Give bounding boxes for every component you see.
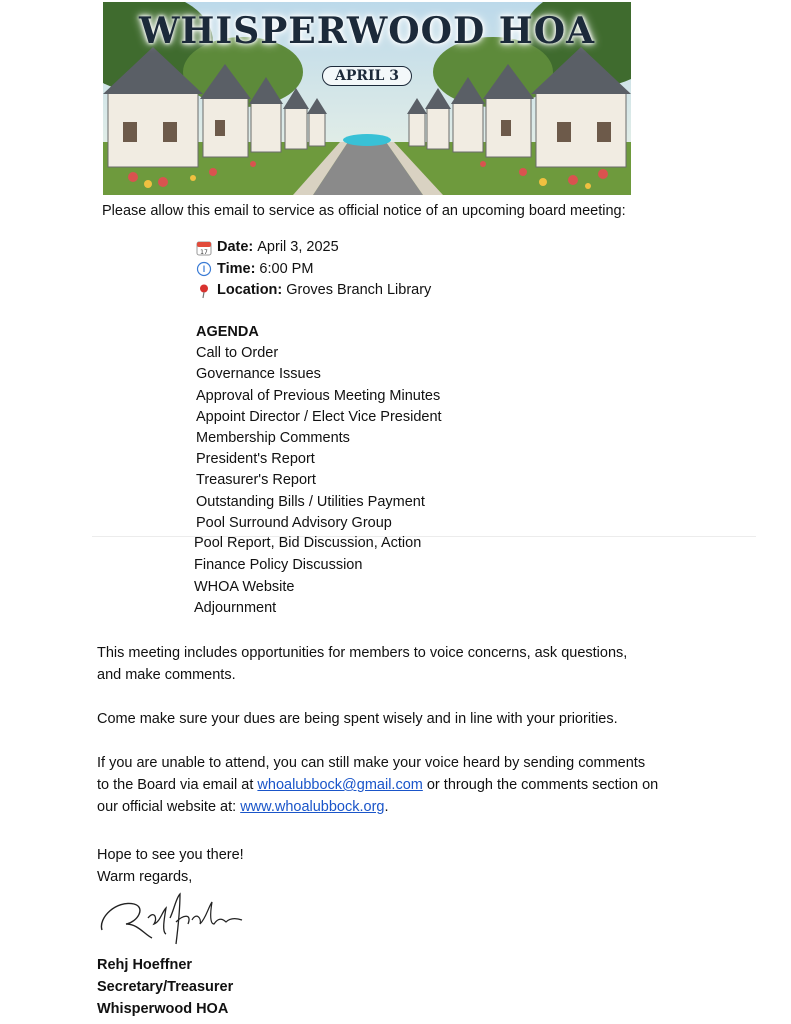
clock-icon [196,261,212,277]
banner-title: WHISPERWOOD HOA [138,10,596,52]
opportunities-paragraph: This meeting includes opportunities for members to voice concerns, ask questions, and make comments. [97,645,628,683]
website-link[interactable]: www.whoalubbock.org [240,799,385,815]
signer-name: Rehj Hoeffner [97,957,193,973]
banner-subtitle: APRIL 3 [103,68,631,84]
detail-time: Time: 6:00 PM [196,259,431,281]
agenda-item: Pool Surround Advisory Group [196,514,392,531]
agenda-heading: AGENDA [196,324,259,340]
agenda-item: Finance Policy Discussion [194,556,363,573]
agenda [196,322,442,534]
agenda-item: Membership Comments [196,430,350,447]
detail-location: Location: Groves Branch Library [196,280,431,302]
agenda-item: Approval of Previous Meeting Minutes [196,387,441,404]
intro-text: Please allow this email to service as official notice of an upcoming board meeting: [102,203,626,219]
agenda-item: Appoint Director / Elect Vice President [196,408,442,425]
signer-title: Secretary/Treasurer [97,979,234,995]
svg-text:17: 17 [200,248,208,256]
closing: Hope to see you there! Warm regards, [97,847,244,885]
agenda-item: President's Report [196,451,315,468]
agenda-item: Treasurer's Report [196,472,316,489]
dues-paragraph: Come make sure your dues are being spent wisely and in line with your priorities. [97,711,618,727]
agenda-item: Adjournment [194,600,277,617]
agenda-item: Outstanding Bills / Utilities Payment [196,493,425,510]
agenda-item: Governance Issues [196,366,321,383]
unable-paragraph: If you are unable to attend, you can still make your voice heard by sending comments to the Board via email at whoalubbock@gmail.com or through the comments section on our official website at: www.whoalubbock.org. [97,755,659,815]
header-banner-image [103,2,631,195]
detail-date: 17 Date: April 3, 2025 [196,237,431,259]
calendar-icon [196,240,212,256]
meeting-details [196,237,431,302]
agenda-item: WHOA Website [194,578,295,595]
agenda-item: Call to Order [196,345,279,362]
page-divider [92,536,756,537]
handwritten-signature [96,888,248,948]
email-link[interactable]: whoalubbock@gmail.com [257,777,423,793]
signer-org: Whisperwood HOA [97,1001,229,1017]
pin-icon [196,283,212,299]
agenda-item: Pool Report, Bid Discussion, Action [194,535,422,551]
signature-block [97,954,233,1020]
agenda-continued [194,533,421,620]
